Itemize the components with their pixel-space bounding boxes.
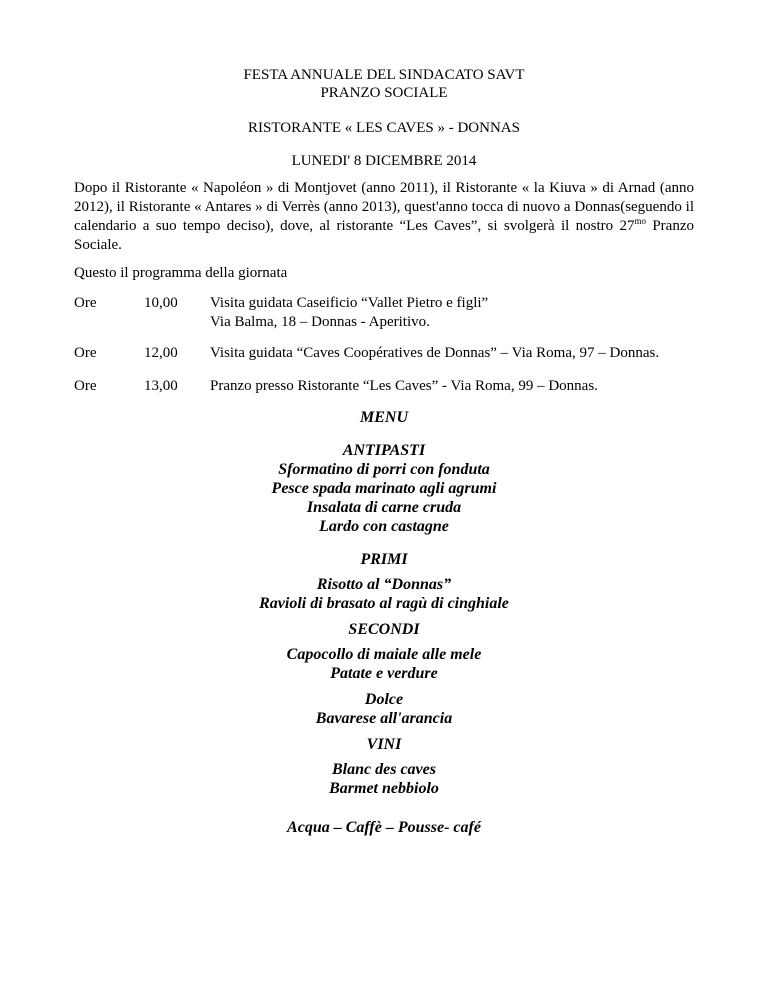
program-description: Visita guidata Caseificio “Vallet Pietro e figli”: [210, 295, 489, 311]
intro-text: Dopo il Ristorante « Napoléon » di Montjovet (anno 2011), il Ristorante « la Kiuva » di Arnad (anno 2012), il Ristorante « Antares » di Verrès (anno 2013), quest'anno tocca di nuovo a Donnas(seguendo il calendario a suo tempo deciso), dove, al ristorante “Les Caves”, si svolgerà il nostro 27: [74, 180, 694, 234]
venue-line: RISTORANTE « LES CAVES » - DONNAS: [248, 120, 520, 136]
menu-item: Capocollo di maiale alle mele: [286, 646, 482, 663]
program-label: Ore: [74, 378, 97, 394]
program-label: Ore: [74, 345, 97, 361]
menu-item: Bavarese all'arancia: [315, 710, 453, 727]
vini-heading: VINI: [366, 736, 402, 753]
menu-title: MENU: [359, 409, 408, 426]
menu-item: Insalata di carne cruda: [306, 499, 462, 516]
menu-item: Blanc des caves: [332, 761, 436, 778]
program-intro: Questo il programma della giornata: [74, 265, 288, 281]
date-line: LUNEDI' 8 DICEMBRE 2014: [291, 153, 477, 169]
program-time: 13,00: [144, 378, 178, 394]
menu-item: Risotto al “Donnas”: [316, 576, 452, 593]
secondi-heading: SECONDI: [348, 621, 420, 638]
intro-text-end: Pranzo Sociale.: [74, 218, 694, 253]
program-time: 10,00: [144, 295, 178, 311]
menu-item: Barmet nebbiolo: [329, 780, 439, 797]
menu-item: Ravioli di brasato al ragù di cinghiale: [259, 595, 509, 612]
title-line-2: PRANZO SOCIALE: [320, 85, 448, 101]
menu-item: Pesce spada marinato agli agrumi: [271, 480, 497, 497]
closing-line: Acqua – Caffè – Pousse- café: [287, 819, 481, 836]
antipasti-heading: ANTIPASTI: [342, 442, 426, 459]
primi-heading: PRIMI: [360, 551, 408, 568]
program-label: Ore: [74, 295, 97, 311]
title-line-1: FESTA ANNUALE DEL SINDACATO SAVT: [243, 67, 525, 83]
ordinal-suffix: mo: [634, 216, 647, 226]
menu-item: Patate e verdure: [330, 665, 438, 682]
program-description: Pranzo presso Ristorante “Les Caves” - Via Roma, 99 – Donnas.: [210, 378, 598, 394]
program-time: 12,00: [144, 345, 178, 361]
intro-paragraph: [74, 179, 694, 255]
dolce-heading: Dolce: [364, 691, 404, 708]
program-description: Visita guidata “Caves Coopératives de Donnas” – Via Roma, 97 – Donnas.: [210, 345, 660, 361]
program-description-line2: Via Balma, 18 – Donnas - Aperitivo.: [210, 314, 430, 330]
menu-item: Lardo con castagne: [319, 518, 449, 535]
menu-item: Sformatino di porri con fonduta: [278, 461, 490, 478]
